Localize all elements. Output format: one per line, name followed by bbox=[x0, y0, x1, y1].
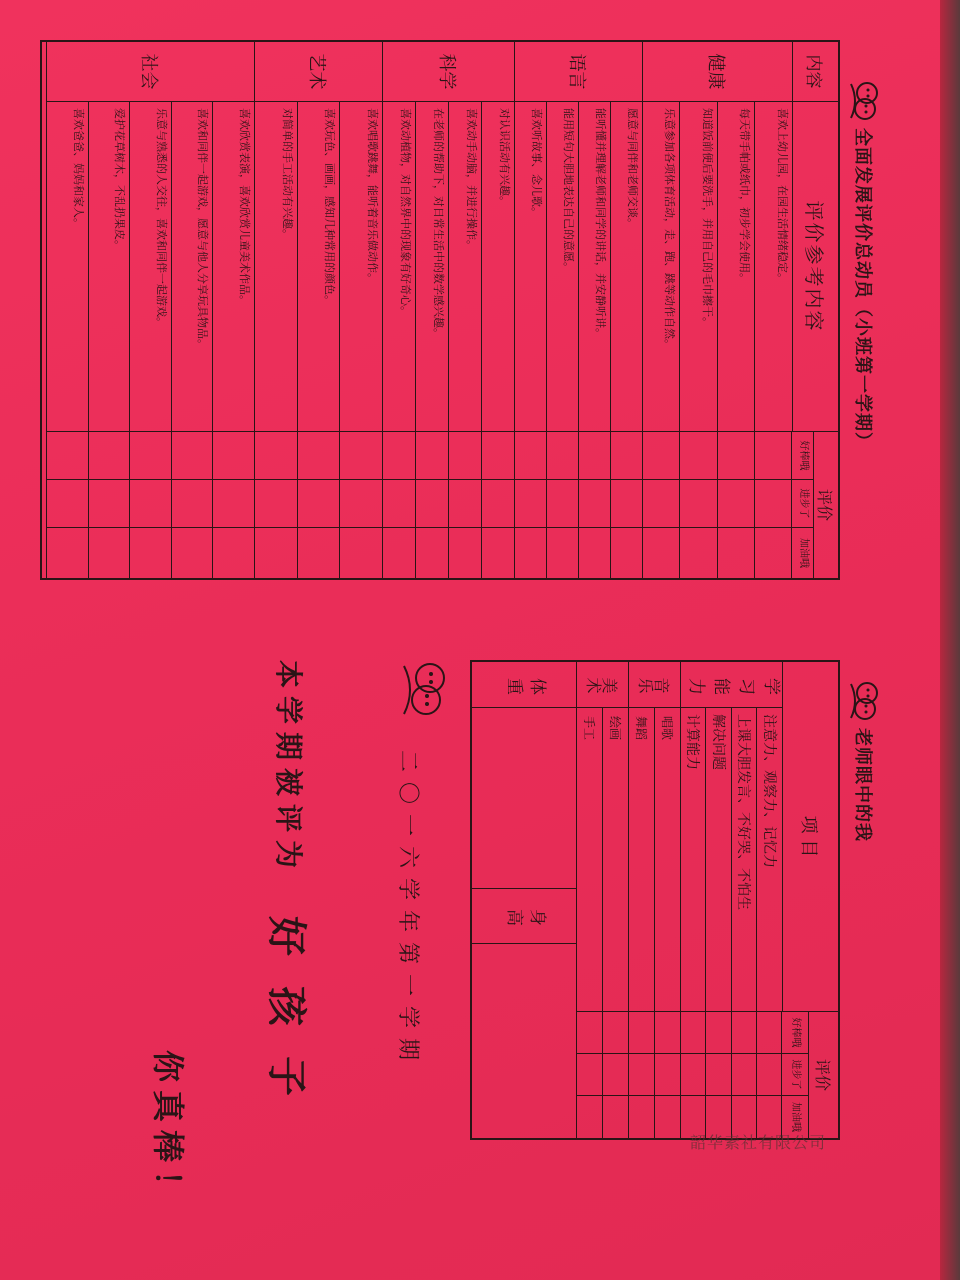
rating-cell[interactable] bbox=[576, 1096, 602, 1138]
reference-item: 能听懂并理解老师和同学的讲话，并安静听讲。 bbox=[578, 102, 610, 432]
watermark: 韶华素社有限公司 bbox=[690, 1133, 827, 1152]
cartoon-kids-icon bbox=[847, 80, 881, 122]
header-item: 项 目 bbox=[782, 662, 838, 1012]
rating-cell[interactable] bbox=[680, 1012, 706, 1054]
rating-cell[interactable] bbox=[481, 528, 514, 578]
category-cell bbox=[254, 42, 382, 102]
rating-cell[interactable] bbox=[88, 528, 130, 578]
rating-cell[interactable] bbox=[415, 432, 448, 480]
music-label: 音乐 bbox=[628, 662, 680, 708]
rating-cell[interactable] bbox=[717, 432, 755, 480]
rating-cell[interactable] bbox=[731, 1012, 757, 1054]
rating-cell[interactable] bbox=[46, 432, 88, 480]
weight-label: 体重 bbox=[472, 662, 576, 708]
rating-cell[interactable] bbox=[654, 1054, 680, 1096]
header-content: 内容 bbox=[792, 42, 838, 102]
reference-item: 乐意与熟悉的人交往，喜欢和同伴一起游戏。 bbox=[129, 102, 171, 432]
height-value-cell bbox=[472, 944, 576, 1138]
rating-cell[interactable] bbox=[481, 480, 514, 528]
rating-cell[interactable] bbox=[254, 432, 297, 480]
eval-level-cheer: 加油哦 bbox=[798, 538, 809, 568]
rating-cell[interactable] bbox=[757, 1054, 783, 1096]
reference-item: 能用短句大胆地表达自己的意愿。 bbox=[546, 102, 578, 432]
height-label: 身高 bbox=[472, 888, 576, 944]
rating-cell[interactable] bbox=[602, 1054, 628, 1096]
rating-cell[interactable] bbox=[602, 1012, 628, 1054]
praise-text: 你真棒！ bbox=[149, 1050, 187, 1211]
rating-cell[interactable] bbox=[212, 432, 254, 480]
award-prefix: 本学期被评为 bbox=[272, 660, 305, 877]
category-label: 艺术 bbox=[306, 53, 328, 90]
rating-cell[interactable] bbox=[757, 1012, 783, 1054]
rating-cell[interactable] bbox=[755, 528, 793, 578]
reference-item: 喜欢和同伴一起游戏，愿意与他人分享玩具物品。 bbox=[171, 102, 213, 432]
rating-cell[interactable] bbox=[481, 432, 514, 480]
rating-cell[interactable] bbox=[610, 528, 642, 578]
left-page bbox=[20, 40, 880, 600]
rating-cell[interactable] bbox=[576, 1054, 602, 1096]
subject-item: 唱歌 bbox=[654, 708, 680, 1012]
semester-line: 二〇一六学年第一学期 bbox=[395, 750, 421, 1071]
rating-cell[interactable] bbox=[88, 480, 130, 528]
category-label: 科学 bbox=[436, 53, 458, 90]
rating-cell[interactable] bbox=[514, 432, 546, 480]
rating-cell[interactable] bbox=[448, 480, 481, 528]
rating-cell[interactable] bbox=[46, 528, 88, 578]
rating-cell[interactable] bbox=[514, 480, 546, 528]
rating-cell[interactable] bbox=[628, 1012, 654, 1054]
rating-cell[interactable] bbox=[382, 480, 415, 528]
rating-cell[interactable] bbox=[654, 1096, 680, 1138]
evaluation-table bbox=[40, 40, 840, 580]
reference-item: 对认识活动有兴趣。 bbox=[481, 102, 514, 432]
rating-cell[interactable] bbox=[642, 432, 680, 480]
right-header-evaluation bbox=[781, 1012, 838, 1138]
rating-cell[interactable] bbox=[415, 528, 448, 578]
rating-cell[interactable] bbox=[628, 1054, 654, 1096]
rating-cell[interactable] bbox=[297, 432, 340, 480]
rating-cell[interactable] bbox=[680, 432, 718, 480]
rating-cell[interactable] bbox=[546, 432, 578, 480]
rating-cell[interactable] bbox=[415, 480, 448, 528]
right-page-title: 老师眼中的我 bbox=[852, 728, 873, 842]
right-eval-level-cheer: 加油哦 bbox=[790, 1102, 801, 1132]
rating-cell[interactable] bbox=[514, 528, 546, 578]
right-eval-level-progress: 进步了 bbox=[782, 1054, 808, 1096]
art-label: 美术 bbox=[576, 662, 628, 708]
reference-item: 在老师的帮助下，对日常生活中的数学感兴趣。 bbox=[415, 102, 448, 432]
award-line bbox=[260, 660, 320, 1260]
rating-cell[interactable] bbox=[448, 528, 481, 578]
rating-cell[interactable] bbox=[578, 528, 610, 578]
reference-item: 愿意与同伴和老师交谈。 bbox=[610, 102, 642, 432]
reference-item: 喜欢上幼儿园，在园生活情绪稳定。 bbox=[755, 102, 793, 432]
rating-cell[interactable] bbox=[680, 528, 718, 578]
reference-item: 喜欢玩色、画画，感知几种常用的颜色。 bbox=[297, 102, 340, 432]
rating-cell[interactable] bbox=[576, 1012, 602, 1054]
award-logo-row bbox=[390, 660, 450, 740]
rating-cell[interactable] bbox=[129, 432, 171, 480]
rating-cell[interactable] bbox=[642, 528, 680, 578]
rating-cell[interactable] bbox=[731, 1054, 757, 1096]
rating-cell[interactable] bbox=[717, 480, 755, 528]
rating-cell[interactable] bbox=[297, 528, 340, 578]
subject-item: 舞蹈 bbox=[628, 708, 654, 1012]
left-title-row bbox=[844, 80, 884, 600]
rating-cell[interactable] bbox=[578, 480, 610, 528]
rating-cell[interactable] bbox=[706, 1012, 732, 1054]
rating-cell[interactable] bbox=[254, 480, 297, 528]
rating-cell[interactable] bbox=[610, 480, 642, 528]
header-reference: 评价参考内容 bbox=[792, 102, 838, 432]
reference-item: 喜欢动手动脑，并进行操作。 bbox=[448, 102, 481, 432]
rating-cell[interactable] bbox=[297, 480, 340, 528]
rating-cell[interactable] bbox=[546, 480, 578, 528]
rating-cell[interactable] bbox=[680, 480, 718, 528]
reference-item: 爱护花草树木，不乱扔果皮。 bbox=[88, 102, 130, 432]
rating-cell[interactable] bbox=[88, 432, 130, 480]
learning-item: 上课大胆发言、不好哭、不怕生 bbox=[731, 708, 757, 1012]
rating-cell[interactable] bbox=[578, 432, 610, 480]
reference-item: 喜欢听故事、念儿歌。 bbox=[514, 102, 546, 432]
header-eval-title: 评价 bbox=[813, 432, 838, 578]
eval-level-progress: 进步了 bbox=[792, 480, 814, 528]
reference-item: 喜欢动植物，对自然界中的现象有好奇心。 bbox=[382, 102, 415, 432]
learning-item: 解决问题 bbox=[706, 708, 732, 1012]
rating-cell[interactable] bbox=[171, 480, 213, 528]
category-label: 语言 bbox=[566, 53, 588, 90]
rating-cell[interactable] bbox=[680, 1054, 706, 1096]
rating-cell[interactable] bbox=[706, 1054, 732, 1096]
rating-cell[interactable] bbox=[339, 528, 382, 578]
subject-item: 手工 bbox=[576, 708, 602, 1012]
rating-cell[interactable] bbox=[212, 528, 254, 578]
rating-cell[interactable] bbox=[254, 528, 297, 578]
category-cell bbox=[642, 42, 792, 102]
rating-cell[interactable] bbox=[717, 528, 755, 578]
subject-item: 绘画 bbox=[602, 708, 628, 1012]
reference-item: 喜欢唱歌跳舞，能听着音乐做动作。 bbox=[339, 102, 382, 432]
rating-cell[interactable] bbox=[339, 480, 382, 528]
teacher-eval-table bbox=[470, 660, 840, 1140]
rating-cell[interactable] bbox=[339, 432, 382, 480]
rating-cell[interactable] bbox=[610, 432, 642, 480]
category-cell bbox=[382, 42, 514, 102]
rating-cell[interactable] bbox=[755, 432, 793, 480]
right-eval-title: 评价 bbox=[808, 1012, 838, 1138]
weight-value-cell bbox=[472, 708, 576, 889]
left-page-title: 全面发展评价总动员（小班第一学期） bbox=[852, 128, 873, 451]
reference-item: 乐意参加各项体育活动，走、跑、跳等动作自然。 bbox=[642, 102, 680, 432]
rating-cell[interactable] bbox=[602, 1096, 628, 1138]
rating-cell[interactable] bbox=[129, 528, 171, 578]
right-page bbox=[20, 660, 880, 1260]
rating-cell[interactable] bbox=[171, 528, 213, 578]
rating-cell[interactable] bbox=[129, 480, 171, 528]
learning-ability-label: 学习能力 bbox=[680, 662, 782, 708]
rating-cell[interactable] bbox=[642, 480, 680, 528]
eval-level-great: 好棒哦 bbox=[792, 432, 814, 480]
header-evaluation bbox=[791, 432, 838, 578]
learning-item: 注意力、观察力、记忆力 bbox=[757, 708, 783, 1012]
cartoon-kids-icon bbox=[847, 680, 881, 722]
rating-cell[interactable] bbox=[382, 528, 415, 578]
reference-item: 知道饭前便后要洗手，并用自己的毛巾擦干。 bbox=[680, 102, 718, 432]
category-cell bbox=[46, 42, 254, 102]
category-label: 健康 bbox=[705, 53, 727, 90]
rating-cell[interactable] bbox=[46, 480, 88, 528]
category-label: 社会 bbox=[138, 53, 160, 90]
right-title-row bbox=[842, 680, 886, 980]
award-title: 好孩子 bbox=[263, 916, 311, 1127]
rating-cell[interactable] bbox=[755, 480, 793, 528]
cartoon-kids-icon bbox=[400, 660, 450, 720]
category-cell bbox=[514, 42, 642, 102]
rating-cell[interactable] bbox=[382, 432, 415, 480]
rating-cell[interactable] bbox=[448, 432, 481, 480]
rating-cell[interactable] bbox=[628, 1096, 654, 1138]
reference-item: 喜欢欣赏表演，喜欢欣赏儿童美术作品。 bbox=[212, 102, 254, 432]
rating-cell[interactable] bbox=[171, 432, 213, 480]
reference-item: 对简单的手工活动有兴趣。 bbox=[254, 102, 297, 432]
reference-item: 每天带手帕或纸巾，初步学会使用。 bbox=[717, 102, 755, 432]
learning-item: 计算能力 bbox=[680, 708, 706, 1012]
rating-cell[interactable] bbox=[546, 528, 578, 578]
reference-item: 喜欢爸爸、妈妈和家人。 bbox=[46, 102, 88, 432]
right-eval-level-great: 好棒哦 bbox=[782, 1012, 808, 1054]
rating-cell[interactable] bbox=[654, 1012, 680, 1054]
rating-cell[interactable] bbox=[212, 480, 254, 528]
